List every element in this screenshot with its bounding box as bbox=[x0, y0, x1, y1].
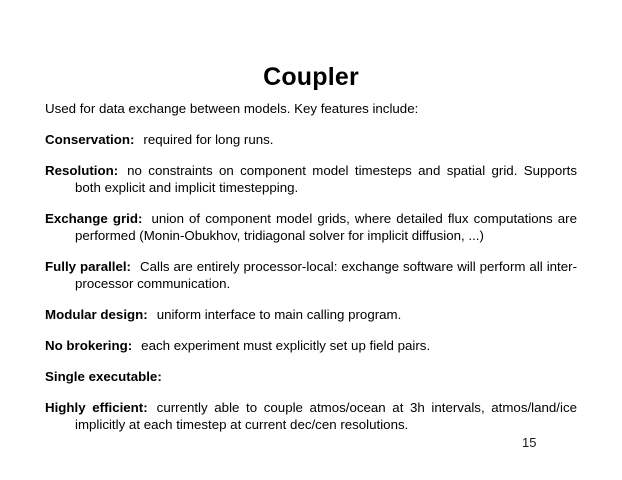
feature-label: Single executable: bbox=[45, 369, 162, 384]
feature-label: Modular design: bbox=[45, 307, 148, 322]
slide-title: Coupler bbox=[263, 63, 359, 91]
intro-text: Used for data exchange between models. Key features include: bbox=[45, 101, 419, 116]
feature-single-executable bbox=[45, 368, 577, 385]
feature-text: currently able to couple atmos/ocean at 3h intervals, atmos/land/ice implicitly at each timestep at current dec/cen resolutions. bbox=[75, 400, 577, 432]
feature-label: Exchange grid: bbox=[45, 211, 143, 226]
feature-label: Highly efficient: bbox=[45, 400, 148, 415]
feature-text: each experiment must explicitly set up field pairs. bbox=[141, 338, 431, 353]
feature-no-brokering bbox=[45, 337, 577, 354]
slide-body bbox=[45, 100, 577, 433]
feature-text: required for long runs. bbox=[143, 132, 274, 147]
feature-resolution bbox=[45, 162, 577, 196]
feature-modular-design bbox=[45, 306, 577, 323]
feature-fully-parallel bbox=[45, 258, 577, 292]
feature-label: Resolution: bbox=[45, 163, 119, 178]
feature-text: union of component model grids, where detailed flux computations are performed (Monin-Obukhov, tridiagonal solver for implicit diffusion, ...) bbox=[75, 211, 577, 243]
page-number: 15 bbox=[522, 435, 537, 450]
feature-highly-efficient bbox=[45, 399, 577, 433]
feature-exchange-grid bbox=[45, 210, 577, 244]
feature-label: Fully parallel: bbox=[45, 259, 131, 274]
feature-label: No brokering: bbox=[45, 338, 133, 353]
feature-text: no constraints on component model timesteps and spatial grid. Supports both explicit and implicit timestepping. bbox=[75, 163, 577, 195]
feature-conservation bbox=[45, 131, 577, 148]
feature-text: uniform interface to main calling program. bbox=[156, 307, 402, 322]
feature-label: Conservation: bbox=[45, 132, 135, 147]
feature-text: Calls are entirely processor-local: exchange software will perform all inter-processor communication. bbox=[75, 259, 577, 291]
